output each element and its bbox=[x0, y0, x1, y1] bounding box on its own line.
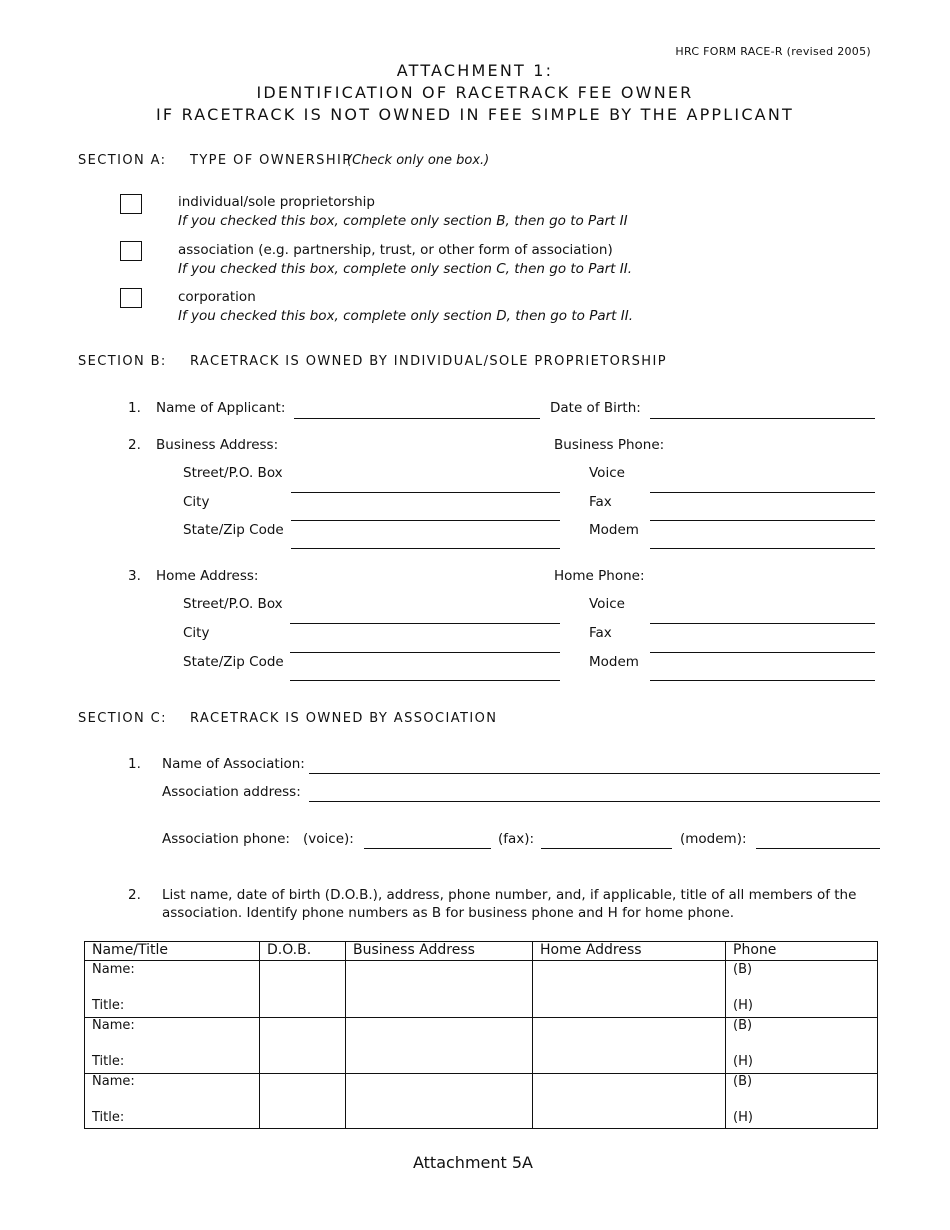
table-row-title-label: Title: bbox=[92, 1054, 125, 1069]
home-modem-label: Modem bbox=[589, 654, 639, 670]
association-phone-label: Association phone: bbox=[162, 831, 290, 847]
home-street-label: Street/P.O. Box bbox=[183, 596, 283, 612]
association-fax-label: (fax): bbox=[498, 831, 535, 847]
table-row-divider bbox=[85, 1017, 877, 1018]
home-statezip-field[interactable] bbox=[290, 680, 560, 681]
c-item2-text-line2: association. Identify phone numbers as B for business phone and H for home phone. bbox=[162, 905, 735, 921]
table-row-title-label: Title: bbox=[92, 998, 125, 1013]
checkbox-individual[interactable] bbox=[120, 194, 142, 214]
section-a-note: (Check only one box.) bbox=[347, 153, 490, 168]
heading-line-2: IDENTIFICATION OF RACETRACK FEE OWNER bbox=[256, 83, 694, 102]
table-row-name-label: Name: bbox=[92, 962, 135, 977]
home-voice-field[interactable] bbox=[650, 623, 875, 624]
table-row-name-label: Name: bbox=[92, 1018, 135, 1033]
table-row-phone-h: (H) bbox=[733, 1110, 753, 1125]
c-item2-text-line1: List name, date of birth (D.O.B.), address, phone number, and, if applicable, title of all members of the bbox=[162, 887, 857, 903]
dob-field[interactable] bbox=[650, 418, 875, 419]
option-individual-instruction: If you checked this box, complete only section B, then go to Part II bbox=[178, 213, 628, 229]
c-item2-number: 2. bbox=[128, 887, 141, 903]
home-fax-label: Fax bbox=[589, 625, 612, 641]
table-row-phone-h: (H) bbox=[733, 998, 753, 1013]
home-city-label: City bbox=[183, 625, 210, 641]
checkbox-association[interactable] bbox=[120, 241, 142, 261]
business-statezip-label: State/Zip Code bbox=[183, 522, 284, 538]
form-id: HRC FORM RACE-R (revised 2005) bbox=[675, 45, 871, 58]
business-voice-label: Voice bbox=[589, 465, 625, 481]
table-header-name-title: Name/Title bbox=[92, 942, 169, 958]
table-header-dob: D.O.B. bbox=[267, 942, 312, 958]
table-header-divider bbox=[85, 960, 877, 961]
association-modem-label: (modem): bbox=[680, 831, 747, 847]
applicant-name-field[interactable] bbox=[294, 418, 540, 419]
business-city-label: City bbox=[183, 494, 210, 510]
table-col-divider bbox=[532, 942, 533, 1128]
option-individual-label: individual/sole proprietorship bbox=[178, 194, 375, 210]
business-modem-label: Modem bbox=[589, 522, 639, 538]
page-footer: Attachment 5A bbox=[412, 1153, 533, 1172]
table-row-title-label: Title: bbox=[92, 1110, 125, 1125]
table-col-divider bbox=[259, 942, 260, 1128]
option-corporation-label: corporation bbox=[178, 289, 256, 305]
home-fax-field[interactable] bbox=[650, 652, 875, 653]
section-b-label: SECTION B: bbox=[78, 354, 167, 369]
c-item1-number: 1. bbox=[128, 756, 141, 772]
table-header-phone: Phone bbox=[733, 942, 777, 958]
b-item3-number: 3. bbox=[128, 568, 141, 584]
section-c-title: RACETRACK IS OWNED BY ASSOCIATION bbox=[190, 711, 498, 726]
business-city-field[interactable] bbox=[291, 520, 560, 521]
heading-line-1: ATTACHMENT 1: bbox=[396, 61, 554, 80]
table-row-divider bbox=[85, 1073, 877, 1074]
business-voice-field[interactable] bbox=[650, 492, 875, 493]
table-row-name-label: Name: bbox=[92, 1074, 135, 1089]
option-association-instruction: If you checked this box, complete only section C, then go to Part II. bbox=[178, 261, 633, 277]
business-statezip-field[interactable] bbox=[291, 548, 560, 549]
checkbox-corporation[interactable] bbox=[120, 288, 142, 308]
table-row-phone-b: (B) bbox=[733, 962, 753, 977]
b-item1-number: 1. bbox=[128, 400, 141, 416]
option-corporation-instruction: If you checked this box, complete only section D, then go to Part II. bbox=[178, 308, 633, 324]
business-modem-field[interactable] bbox=[650, 548, 875, 549]
applicant-name-label: Name of Applicant: bbox=[156, 400, 286, 416]
business-street-label: Street/P.O. Box bbox=[183, 465, 283, 481]
business-street-field[interactable] bbox=[291, 492, 560, 493]
table-col-divider bbox=[725, 942, 726, 1128]
association-address-field[interactable] bbox=[309, 801, 880, 802]
heading-line-3: IF RACETRACK IS NOT OWNED IN FEE SIMPLE BY THE APPLICANT bbox=[156, 105, 794, 124]
home-address-label: Home Address: bbox=[156, 568, 259, 584]
section-c-label: SECTION C: bbox=[78, 711, 167, 726]
association-voice-label: (voice): bbox=[303, 831, 354, 847]
association-fax-field[interactable] bbox=[541, 848, 672, 849]
home-statezip-label: State/Zip Code bbox=[183, 654, 284, 670]
business-phone-label: Business Phone: bbox=[554, 437, 665, 453]
home-voice-label: Voice bbox=[589, 596, 625, 612]
table-header-business-address: Business Address bbox=[353, 942, 475, 958]
section-b-title: RACETRACK IS OWNED BY INDIVIDUAL/SOLE PROPRIETORSHIP bbox=[190, 354, 667, 369]
b-item2-number: 2. bbox=[128, 437, 141, 453]
table-header-home-address: Home Address bbox=[540, 942, 642, 958]
section-a-title: TYPE OF OWNERSHIP bbox=[190, 153, 352, 168]
business-fax-label: Fax bbox=[589, 494, 612, 510]
table-col-divider bbox=[345, 942, 346, 1128]
table-row-phone-b: (B) bbox=[733, 1074, 753, 1089]
business-fax-field[interactable] bbox=[650, 520, 875, 521]
association-name-field[interactable] bbox=[309, 773, 880, 774]
home-phone-label: Home Phone: bbox=[554, 568, 645, 584]
table-row-phone-b: (B) bbox=[733, 1018, 753, 1033]
members-table bbox=[84, 941, 878, 1129]
table-row-phone-h: (H) bbox=[733, 1054, 753, 1069]
association-name-label: Name of Association: bbox=[162, 756, 305, 772]
association-address-label: Association address: bbox=[162, 784, 301, 800]
home-modem-field[interactable] bbox=[650, 680, 875, 681]
business-address-label: Business Address: bbox=[156, 437, 279, 453]
home-city-field[interactable] bbox=[290, 652, 560, 653]
option-association-label: association (e.g. partnership, trust, or other form of association) bbox=[178, 242, 613, 258]
association-voice-field[interactable] bbox=[364, 848, 491, 849]
home-street-field[interactable] bbox=[290, 623, 560, 624]
association-modem-field[interactable] bbox=[756, 848, 880, 849]
dob-label: Date of Birth: bbox=[550, 400, 641, 416]
section-a-label: SECTION A: bbox=[78, 153, 167, 168]
